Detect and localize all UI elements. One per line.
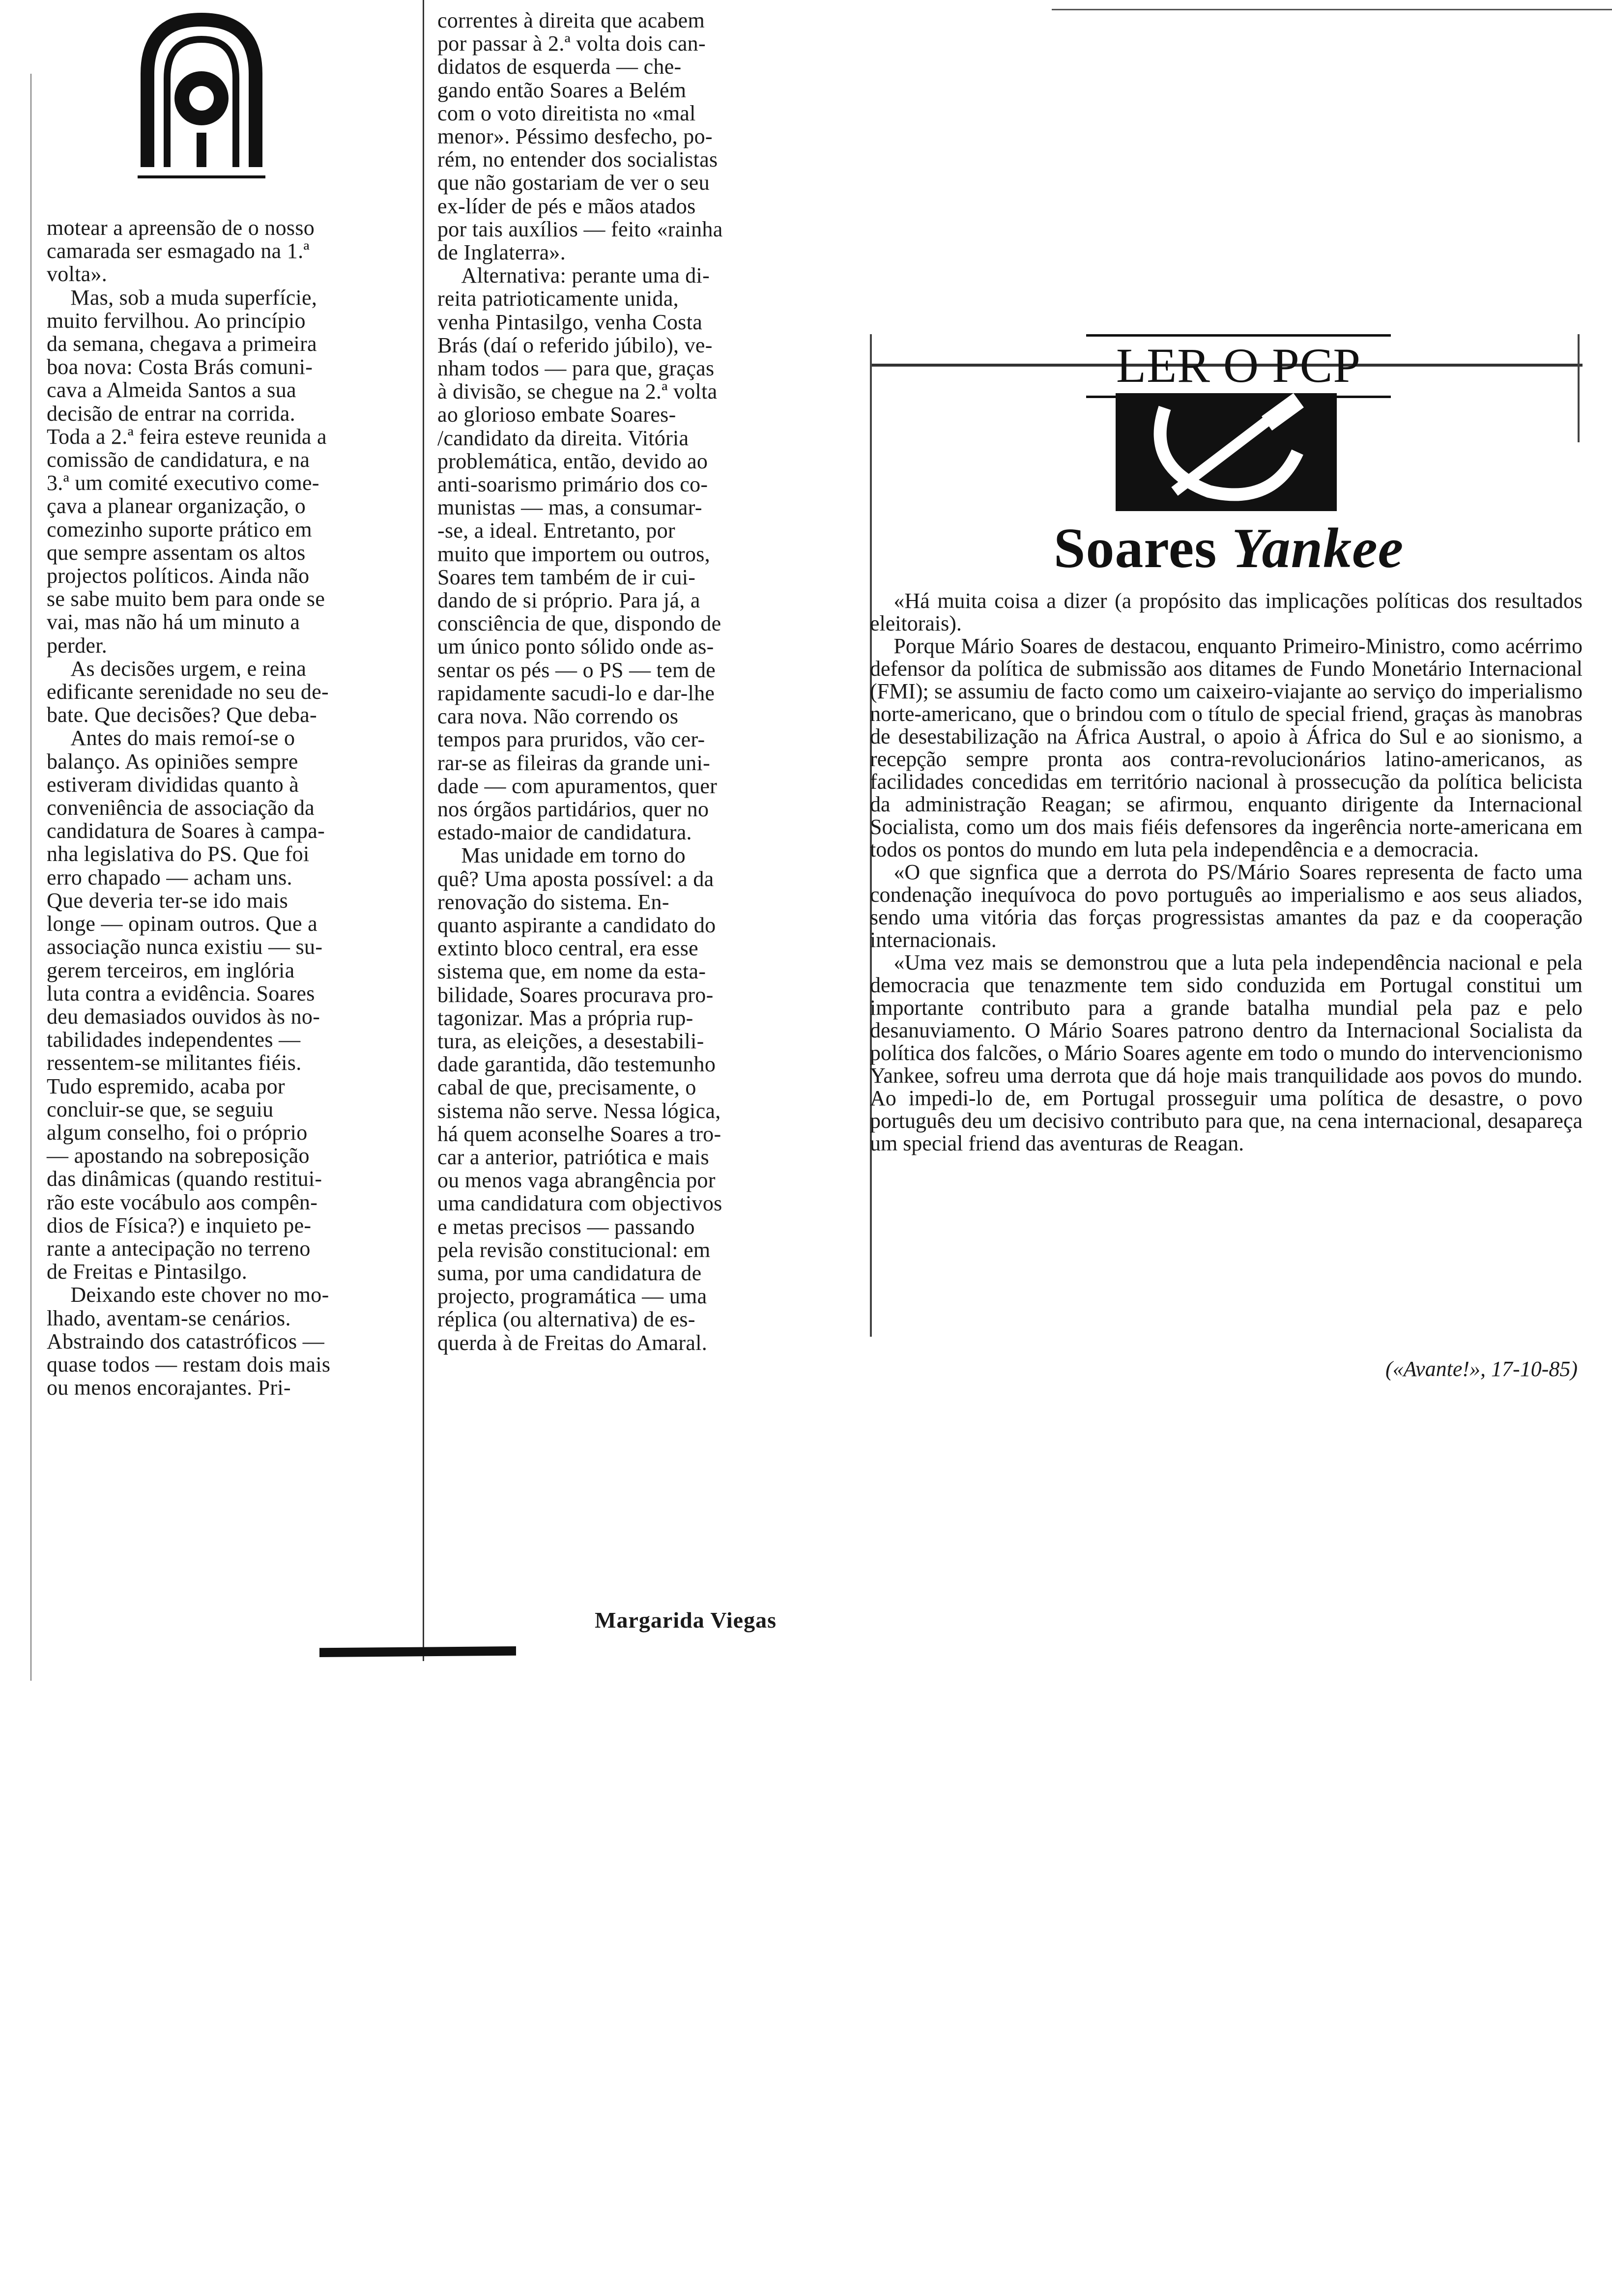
left-paragraph-5: Deixando este chover no mo- lhado, aventam-se cenários. Abstraindo dos catastróficos — quase todos — restam dois mais ou menos encorajantes. Pri- bbox=[47, 1283, 331, 1400]
newspaper-logo-icon bbox=[128, 0, 275, 187]
column-divider bbox=[423, 0, 424, 1661]
middle-paragraph-3: Mas unidade em torno do quê? Uma aposta possível: a da renovação do sistema. En- quanto aspirante a candidato do extinto bloco central, era esse sistema que, em nome da esta- bilidade, Soares procurava pro- tagonizar. Mas a própria rup- tura, as eleições, a desestabili- dade garantida, dão testemunho cabal de que, precisamente, o sistema não serve. Nessa lógica, há quem aconselhe Soares a tro- car a anterior, patriótica e mais ou menos vaga abrangência por uma candidatura com objectivos e metas precisos — passando pela revisão constitucional: em suma, por uma candidatura de projecto, programática — uma réplica (ou alternativa) de es- querda à de Freitas do Amaral. bbox=[437, 843, 722, 1355]
bottom-decorative-bar bbox=[319, 1646, 516, 1657]
headline-italic: Yankee bbox=[1232, 517, 1404, 580]
top-rule bbox=[1052, 9, 1612, 10]
middle-paragraph-2: Alternativa: perante uma di- reita patrioticamente unida, venha Pintasilgo, venha Costa Brás (daí o referido júbilo), ve- nham todos — para que, graças à divisão, se chegue na 2.ª volta ao glorioso embate Soares- /candidato da direita. Vitória problemática, então, devido ao anti-soarismo primário dos co- munistas — mas, a consumar- -se, a ideal. Entretanto, por muito que importem ou outros, Soares tem também de ir cui- dando de si próprio. Para já, a consciência de que, dispondo de um único ponto sólido onde as- sentar os pés — o PS — tem de rapidamente sacudi-lo e dar-lhe cara nova. Não correndo os tempos para pruridos, vão cer- rar-se as fileiras da grande uni- dade — com apuramentos, quer nos órgãos partidários, quer no estado-maior de candidatura. bbox=[437, 263, 721, 845]
article-headline bbox=[1052, 516, 1406, 581]
hammer-sickle-icon bbox=[1116, 393, 1337, 511]
article-paragraph-2: Porque Mário Soares de destacou, enquanto Primeiro-Ministro, como acérrimo defensor da política de submissão aos ditames de Fundo Monetário Internacional (FMI); se assumiu de facto como um caixeiro-viajante ao serviço do imperialismo norte-americano, que o brindou com o título de special friend, graças às manobras de desestabilização na África Austral, o apoio à África do Sul e ao sionismo, a recepção sempre pronta aos contra-revolucionários latino-americanos, as facilidades concedidas em território nacional à prossecução da política belicista da administração Reagan; se afirmou, enquanto dirigente da Internacional Socialista, como um dos mais fiéis defensores da ingerência norte-americana em todos os pontos do mundo em luta pela independência e a democracia. bbox=[870, 634, 1583, 861]
left-margin-rule bbox=[30, 74, 31, 1681]
middle-text-column bbox=[437, 9, 777, 1354]
article-body bbox=[870, 590, 1583, 1155]
article-paragraph-1: «Há muita coisa a dizer (a propósito das implicações políticas dos resultados eleitorais). bbox=[870, 589, 1583, 635]
article-paragraph-3: «O que signfica que a derrota do PS/Mário Soares representa de facto uma condenação inequívoca do povo português ao imperialismo e aos seus aliados, sendo uma vitória das forças progressistas amantes da paz e da cooperação internacionais. bbox=[870, 860, 1583, 952]
left-paragraph-4: Antes do mais remoí-se o balanço. As opiniões sempre estiveram divididas quanto à conveniência de associação da candidatura de Soares à campa- nha legislativa do PS. Que foi erro chapado — acham uns. Que deveria ter-se ido mais longe — opinam outros. Que a associação nunca existiu — su- gerem terceiros, em inglória luta contra a evidência. Soares deu demasiados ouvidos às no- tabilidades independentes — ressentem-se militantes fiéis. Tudo espremido, acaba por concluir-se que, se seguiu algum conselho, foi o próprio — apostando na sobreposição das dinâmicas (quando restitui- rão este vocábulo aos compên- dios de Física?) e inquieto pe- rante a antecipação no terreno de Freitas e Pintasilgo. bbox=[47, 726, 325, 1284]
left-paragraph-2: Mas, sob a muda superfície, muito fervilhou. Ao princípio da semana, chegava a primeira boa nova: Costa Brás comuni- cava a Almeida Santos a sua decisão de entrar na corrida. Toda a 2.ª feira esteve reunida a comissão de candidatura, e na 3.ª um comité executivo come- çava a planear organização, o comezinho suporte prático em que sempre assentam os altos projectos políticos. Ainda não se sabe muito bem para onde se vai, mas não há um minuto a perder. bbox=[47, 285, 327, 658]
left-paragraph-1: motear a apreensão de o nosso camarada ser esmagado na 1.ª volta». bbox=[47, 216, 315, 287]
left-paragraph-3: As decisões urgem, e reina edificante serenidade no seu de- bate. Que decisões? Que deba- bbox=[47, 656, 329, 727]
article-source: («Avante!», 17-10-85) bbox=[1385, 1357, 1578, 1381]
middle-paragraph-1: correntes à direita que acabem por passar à 2.ª volta dois can- didatos de esquerda — che- gando então Soares a Belém com o voto direitista no «mal menor». Péssimo desfecho, po- rém, no entender dos socialistas que não gostariam de ver o seu ex-líder de pés e mãos atados por tais auxílios — feito «rainha de Inglaterra». bbox=[437, 8, 723, 265]
section-banner: LER O PCP bbox=[1086, 334, 1391, 398]
article-box bbox=[870, 315, 1583, 1396]
left-text-column bbox=[47, 216, 391, 1399]
article-paragraph-4: «Uma vez mais se demonstrou que a luta pela independência nacional e pela democracia que tenazmente tem sido conduzida em Portugal constitui um importante contributo para a grande batalha mundial pela paz e pelo desanuviamento. O Mário Soares patrono dentro da Internacional Socialista da política dos falcões, o Mário Soares agente em todo o mundo do intervencionismo Yankee, sofreu uma derrota que dá hoje mais tranquilidade aos povos do mundo. Ao impedi-lo de, em Portugal prosseguir uma política de desastre, o povo português deu um decisivo contributo para que, na cena internacional, desapareça um special friend das aventuras de Reagan. bbox=[870, 950, 1583, 1155]
article-right-bracket bbox=[1578, 334, 1580, 442]
headline-text: Soares bbox=[1053, 517, 1232, 580]
author-signature: Margarida Viegas bbox=[595, 1607, 777, 1633]
